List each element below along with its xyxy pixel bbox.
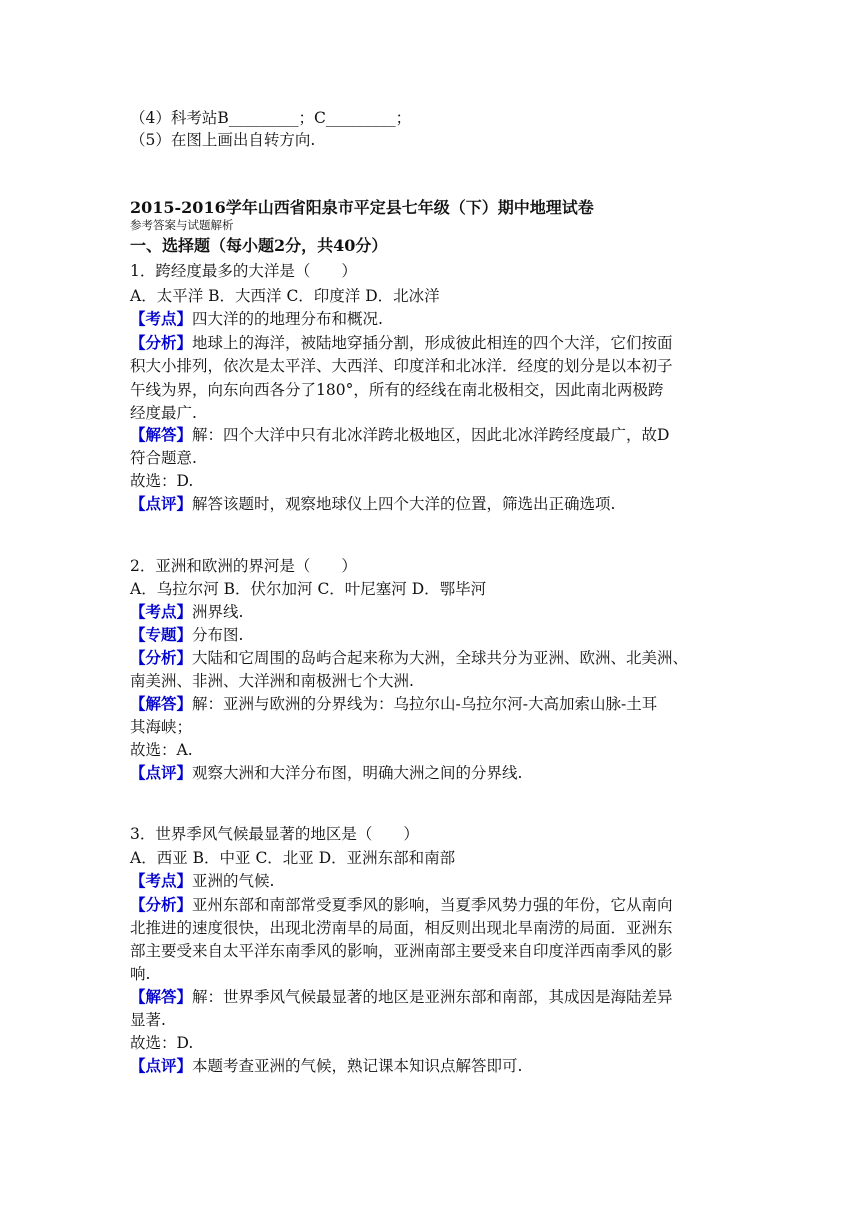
q1-fenxi-text-1: 地球上的海洋，被陆地穿插分割，形成彼此相连的四个大洋，它们按面 [192,334,673,352]
q3-kaodian-text: 亚洲的气候. [192,872,275,890]
q1-jieda [130,423,669,447]
q3-dianping-text: 本题考查亚洲的气候，熟记课本知识点解答即可. [192,1057,523,1075]
q2-jieda [130,692,657,716]
kaodian-tag: 【考点】 [130,309,193,328]
q1-dianping-text: 解答该题时，观察地球仪上四个大洋的位置，筛选出正确选项. [192,495,616,513]
q1-fenxi [130,331,673,355]
q3-jieda-text-1: 解：世界季风气候最显著的地区是亚洲东部和南部，其成因是海陆差异 [192,988,673,1006]
q2-fenxi-line-2: 南美洲、非洲、大洋洲和南极洲七个大洲. [130,672,414,690]
q3-fenxi-line-4: 响. [130,965,151,983]
paper-title: 2015-2016学年山西省阳泉市平定县七年级（下）期中地理试卷 [130,198,594,217]
kaodian-tag: 【考点】 [130,871,193,890]
fenxi-tag: 【分析】 [130,895,193,914]
q2-jieda-text-1: 解：亚洲与欧洲的分界线为：乌拉尔山-乌拉尔河-大高加索山脉-土耳 [192,695,658,713]
q2-answer: 故选：A. [130,741,193,759]
q2-fenxi-text-1: 大陆和它周围的岛屿合起来称为大洲，全球共分为亚洲、欧洲、北美洲、 [192,649,689,667]
section-heading: 一、选择题（每小题2分，共40分） [130,236,388,255]
jieda-tag: 【解答】 [130,425,193,444]
q3-jieda-line-2: 显著. [130,1011,166,1029]
q1-fenxi-line-4: 经度最广. [130,404,197,422]
q3-fenxi-line-3: 部主要受来自太平洋东南季风的影响，亚洲南部主要受来自印度洋西南季风的影 [130,942,673,960]
q1-dianping [130,492,615,516]
prev-question-line-5: （5）在图上画出自转方向. [130,131,316,149]
q2-dianping-text: 观察大洲和大洋分布图，明确大洲之间的分界线. [192,764,523,782]
q1-stem: 1．跨经度最多的大洋是（ ） [130,262,357,280]
q1-fenxi-line-3: 午线为界，向东向西各分了180°，所有的经线在南北极相交，因此南北两极跨 [130,381,664,399]
q2-kaodian [130,600,243,624]
q3-kaodian [130,869,274,893]
q3-options: A．西亚 B．中亚 C．北亚 D．亚洲东部和南部 [130,849,456,867]
q2-jieda-line-2: 其海峡； [130,718,193,736]
q3-fenxi-line-2: 北推进的速度很快，出现北涝南旱的局面，相反则出现北旱南涝的局面．亚洲东 [130,919,673,937]
q2-stem: 2．亚洲和欧洲的界河是（ ） [130,557,357,575]
fenxi-tag: 【分析】 [130,648,193,667]
q1-kaodian [130,307,383,331]
jieda-tag: 【解答】 [130,987,193,1006]
q1-kaodian-text: 四大洋的的地理分布和概况. [192,310,383,328]
q2-fenxi [130,646,688,670]
q3-jieda [130,985,673,1009]
q3-stem: 3．世界季风气候最显著的地区是（ ） [130,825,419,843]
prev-question-line-4: （4）科考站B_________；C_________； [130,109,412,127]
q1-answer: 故选：D. [130,472,194,490]
q2-dianping [130,761,522,785]
q2-zhuanti [130,623,243,647]
q1-jieda-text-1: 解：四个大洋中只有北冰洋跨北极地区，因此北冰洋跨经度最广，故D [192,426,670,444]
q1-fenxi-line-2: 积大小排列，依次是太平洋、大西洋、印度洋和北冰洋．经度的划分是以本初子 [130,357,673,375]
q2-options: A．乌拉尔河 B．伏尔加河 C．叶尼塞河 D．鄂毕河 [130,580,487,598]
q3-fenxi [130,893,673,917]
zhuanti-tag: 【专题】 [130,625,193,644]
q1-options: A．太平洋 B．大西洋 C．印度洋 D．北冰洋 [130,287,440,305]
jieda-tag: 【解答】 [130,694,193,713]
dianping-tag: 【点评】 [130,763,193,782]
paper-subtitle: 参考答案与试题解析 [130,218,234,232]
q2-kaodian-text: 洲界线. [192,603,244,621]
dianping-tag: 【点评】 [130,1056,193,1075]
q3-dianping [130,1054,522,1078]
q1-jieda-line-2: 符合题意. [130,449,197,467]
dianping-tag: 【点评】 [130,494,193,513]
fenxi-tag: 【分析】 [130,333,193,352]
kaodian-tag: 【考点】 [130,602,193,621]
q3-answer: 故选：D. [130,1034,194,1052]
q2-zhuanti-text: 分布图. [192,626,244,644]
q3-fenxi-text-1: 亚州东部和南部常受夏季风的影响，当夏季风势力强的年份，它从南向 [192,896,673,914]
